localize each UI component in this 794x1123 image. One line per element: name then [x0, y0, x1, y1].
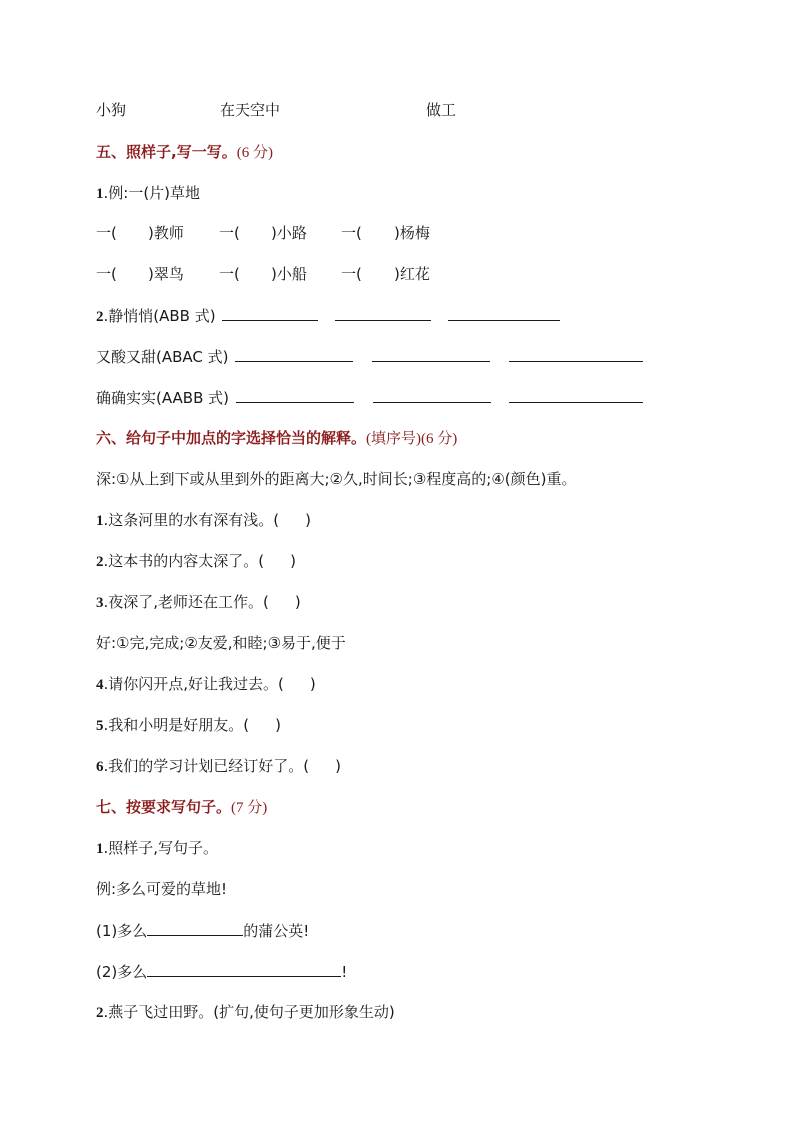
answer-blank[interactable]	[509, 346, 643, 362]
question-4: 4.请你闪开点,好让我过去。( )	[96, 675, 316, 693]
definition-hao: 好:①完,完成;②友爱,和睦;③易于,便于	[96, 634, 346, 652]
measure-row-2: 一( )翠鸟 一( )小船 一( )红花	[96, 265, 430, 283]
answer-blank[interactable]	[222, 305, 318, 321]
question-2: 2.这本书的内容太深了。( )	[96, 552, 296, 570]
answer-blank[interactable]	[448, 305, 560, 321]
section5-q2: 2.静悄悄(ABB 式)	[96, 305, 560, 327]
question-5: 5.我和小明是好朋友。( )	[96, 716, 281, 734]
answer-blank[interactable]	[147, 961, 341, 977]
answer-blank[interactable]	[373, 387, 491, 403]
sentence-2: (2)多么 !	[96, 963, 348, 981]
section5-q1: 1.例:一(片)草地	[96, 184, 201, 202]
section5-title: 五、照样子,写一写。(6 分)	[96, 143, 273, 161]
question-6: 6.我们的学习计划已经订好了。( )	[96, 757, 341, 775]
sentence-1: (1)多么 的蒲公英!	[96, 922, 310, 940]
word-zuogong: 做工	[426, 101, 457, 119]
word-xiaogou: 小狗	[96, 101, 127, 119]
measure-row-1: 一( )教师 一( )小路 一( )杨梅	[96, 224, 430, 242]
section7-q1: 1.照样子,写句子。	[96, 839, 219, 857]
answer-blank[interactable]	[509, 387, 643, 403]
section7-q2: 2.燕子飞过田野。(扩句,使句子更加形象生动)	[96, 1003, 395, 1021]
top-row	[96, 100, 696, 120]
answer-blank[interactable]	[235, 346, 353, 362]
section5-abac: 又酸又甜(ABAC 式)	[96, 346, 643, 367]
question-3: 3.夜深了,老师还在工作。( )	[96, 593, 301, 611]
section7-title: 七、按要求写句子。(7 分)	[96, 798, 268, 816]
word-zaitiankong: 在天空中	[220, 101, 281, 119]
section6-title: 六、给句子中加点的字选择恰当的解释。(填序号)(6 分)	[96, 429, 458, 447]
answer-blank[interactable]	[335, 305, 431, 321]
answer-blank[interactable]	[372, 346, 490, 362]
answer-blank[interactable]	[147, 920, 243, 936]
section5-aabb: 确确实实(AABB 式)	[96, 387, 643, 408]
answer-blank[interactable]	[236, 387, 354, 403]
definition-shen: 深:①从上到下或从里到外的距离大;②久,时间长;③程度高的;④(颜色)重。	[96, 470, 577, 488]
question-1: 1.这条河里的水有深有浅。( )	[96, 511, 311, 529]
example-sentence: 例:多么可爱的草地!	[96, 880, 228, 898]
